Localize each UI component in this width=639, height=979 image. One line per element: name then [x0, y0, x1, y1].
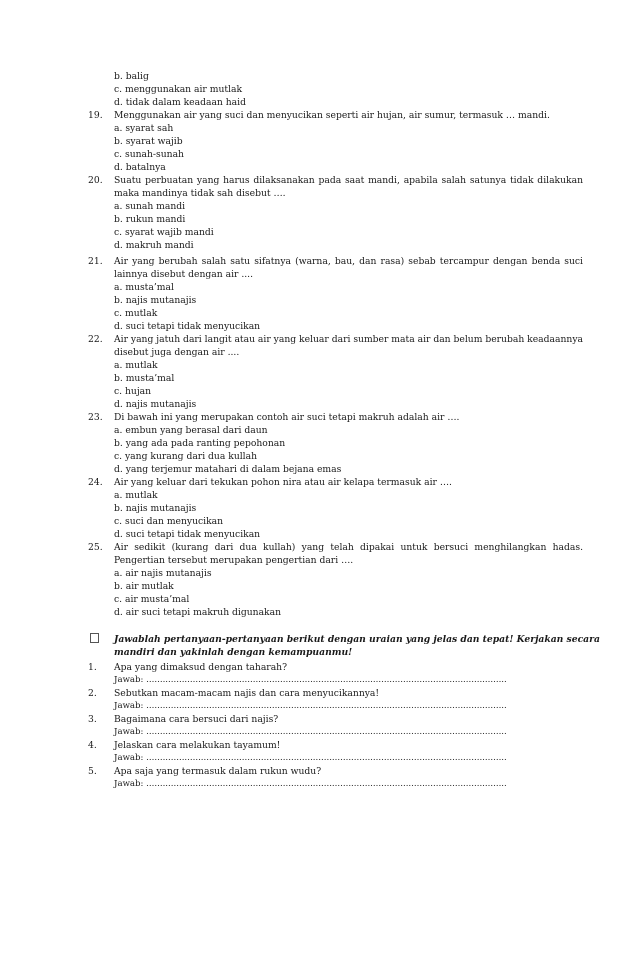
- instruction-text: Jawablah pertanyaan-pertanyaan berikut dengan uraian yang jelas dan tepat! Kerjakan secara: [114, 634, 600, 645]
- option: d. tidak dalam keadaan haid: [114, 97, 246, 108]
- option: b. najis mutanajis: [114, 503, 197, 514]
- question-number: 25.: [88, 542, 103, 553]
- option: d. suci tetapi tidak menyucikan: [114, 529, 261, 540]
- essay-question: Apa saja yang termasuk dalam rukun wudu?: [114, 766, 322, 777]
- question-text: Air yang keluar dari tekukan pohon nira atau air kelapa termasuk air ….: [114, 477, 452, 488]
- essay-number: 1.: [88, 662, 97, 673]
- essay-question: Bagaimana cara bersuci dari najis?: [114, 714, 279, 725]
- question-text: Pengertian tersebut merupakan pengertian dari ….: [114, 555, 354, 566]
- essay-question: Apa yang dimaksud dengan taharah?: [114, 662, 288, 673]
- option: c. syarat wajib mandi: [114, 227, 214, 238]
- answer-line: Jawab: ....................................................................................................................................: [114, 701, 507, 711]
- answer-line: Jawab: ....................................................................................................................................: [114, 675, 507, 685]
- option: b. air mutlak: [114, 581, 174, 592]
- option: a. mutlak: [114, 490, 158, 501]
- answer-line: Jawab: ....................................................................................................................................: [114, 753, 507, 763]
- question-text: Air sedikit (kurang dari dua kullah) yang telah dipakai untuk bersuci menghilangkan hadas.: [114, 542, 583, 553]
- option: a. sunah mandi: [114, 201, 186, 212]
- question-text: lainnya disebut dengan air ....: [114, 269, 254, 280]
- option: c. hujan: [114, 386, 152, 397]
- question-text: Suatu perbuatan yang harus dilaksanakan pada saat mandi, apabila salah satunya tidak dilakukan: [114, 175, 583, 186]
- essay-number: 2.: [88, 688, 97, 699]
- option: b. balig: [114, 71, 149, 82]
- option: a. air najis mutanajis: [114, 568, 212, 579]
- question-number: 23.: [88, 412, 103, 423]
- essay-number: 4.: [88, 740, 97, 751]
- question-text: Menggunakan air yang suci dan menyucikan seperti air hujan, air sumur, termasuk … mandi.: [114, 110, 550, 121]
- question-number: 19.: [88, 110, 103, 121]
- option: b. yang ada pada ranting pepohonan: [114, 438, 286, 449]
- question-text: Air yang jatuh dari langit atau air yang keluar dari sumber mata air dan belum berubah keadaannya: [114, 334, 583, 345]
- option: c. air musta’mal: [114, 594, 190, 605]
- question-number: 22.: [88, 334, 103, 345]
- option: d. najis mutanajis: [114, 399, 197, 410]
- answer-line: Jawab: ....................................................................................................................................: [114, 727, 507, 737]
- essay-question: Jelaskan cara melakukan tayamum!: [114, 740, 281, 751]
- option: d. suci tetapi tidak menyucikan: [114, 321, 261, 332]
- option: c. yang kurang dari dua kullah: [114, 451, 258, 462]
- option: c. sunah-sunah: [114, 149, 184, 160]
- option: b. rukun mandi: [114, 214, 186, 225]
- option: b. musta’mal: [114, 373, 175, 384]
- checkbox-bullet-icon: [90, 633, 99, 646]
- question-number: 24.: [88, 477, 103, 488]
- essay-number: 3.: [88, 714, 97, 725]
- option: a. musta’mal: [114, 282, 174, 293]
- option: a. syarat sah: [114, 123, 174, 134]
- option: d. yang terjemur matahari di dalam bejana emas: [114, 464, 342, 475]
- essay-question: Sebutkan macam-macam najis dan cara menyucikannya!: [114, 688, 380, 699]
- option: c. suci dan menyucikan: [114, 516, 224, 527]
- option: b. najis mutanajis: [114, 295, 197, 306]
- question-number: 20.: [88, 175, 103, 186]
- option: a. embun yang berasal dari daun: [114, 425, 268, 436]
- option: d. makruh mandi: [114, 240, 194, 251]
- instruction-text: mandiri dan yakinlah dengan kemampuanmu!: [114, 647, 353, 658]
- question-text: disebut juga dengan air ....: [114, 347, 240, 358]
- answer-line: Jawab: ....................................................................................................................................: [114, 779, 507, 789]
- question-text: Air yang berubah salah satu sifatnya (warna, bau, dan rasa) sebab tercampur dengan benda suci: [114, 256, 583, 267]
- option: a. mutlak: [114, 360, 158, 371]
- essay-number: 5.: [88, 766, 97, 777]
- question-text: maka mandinya tidak sah disebut ….: [114, 188, 286, 199]
- option: d. batalnya: [114, 162, 166, 173]
- question-number: 21.: [88, 256, 103, 267]
- option: c. menggunakan air mutlak: [114, 84, 243, 95]
- option: c. mutlak: [114, 308, 158, 319]
- option: d. air suci tetapi makruh digunakan: [114, 607, 282, 618]
- question-text: Di bawah ini yang merupakan contoh air suci tetapi makruh adalah air ….: [114, 412, 460, 423]
- option: b. syarat wajib: [114, 136, 183, 147]
